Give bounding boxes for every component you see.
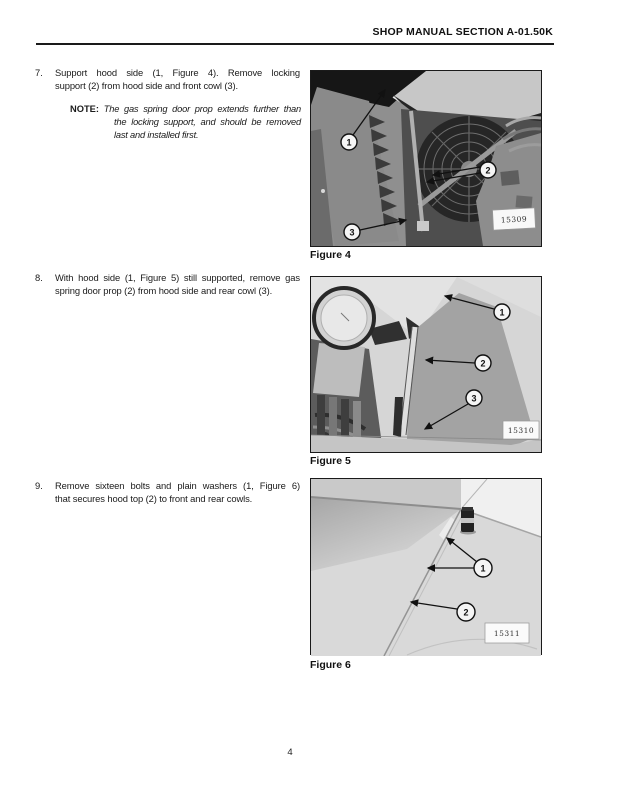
figure-5-caption: Figure 5 xyxy=(310,455,351,467)
page-header-title: SHOP MANUAL SECTION A-01.50K xyxy=(372,26,553,38)
note-block xyxy=(70,103,301,142)
callout-number: 2 xyxy=(480,358,486,369)
figure-4-image xyxy=(311,71,541,246)
photo-id-text: 15310 xyxy=(507,426,535,435)
note-line: the locking support, and should be removed xyxy=(114,117,301,127)
header-rule xyxy=(36,43,554,45)
callout-number: 3 xyxy=(349,227,355,238)
callout-number: 1 xyxy=(499,307,505,318)
figure-6-image xyxy=(311,479,541,656)
callout-1 xyxy=(341,134,357,150)
callout-number: 1 xyxy=(346,137,352,148)
photo-id-text: 15309 xyxy=(500,214,528,225)
note-line xyxy=(70,103,301,116)
step-number: 7. xyxy=(35,67,43,78)
figure-5-image xyxy=(311,277,541,452)
step-text-line: that secures hood top (2) to front and rear cowls. xyxy=(55,493,253,504)
callout-number: 2 xyxy=(463,607,469,618)
photo-id-label xyxy=(485,623,529,643)
callout-number: 3 xyxy=(471,393,477,404)
callout-number: 2 xyxy=(485,165,491,176)
step-text-line: With hood side (1, Figure 5) still supported, remove gas xyxy=(55,272,300,283)
photo-id-label xyxy=(493,208,536,230)
step-8 xyxy=(35,271,301,297)
note-text: The gas spring door prop extends further than xyxy=(103,104,301,114)
figure-4-caption: Figure 4 xyxy=(310,249,351,261)
page-number: 4 xyxy=(287,747,293,758)
callout-1 xyxy=(494,304,510,320)
step-text-line: spring door prop (2) from hood side and rear cowl (3). xyxy=(55,285,273,296)
callout-3 xyxy=(466,390,482,406)
step-text-line: Remove sixteen bolts and plain washers (1, Figure 6) xyxy=(55,480,300,491)
step-number: 8. xyxy=(35,272,43,283)
step-9 xyxy=(35,479,301,505)
callout-number: 1 xyxy=(480,563,486,574)
callout-3 xyxy=(344,224,360,240)
figure-5-photo xyxy=(310,276,542,453)
callout-2 xyxy=(475,355,491,371)
photo-id-label xyxy=(503,421,539,439)
step-text-line: support (2) from hood side and front cowl (3). xyxy=(55,80,238,91)
note-line: last and installed first. xyxy=(114,130,199,140)
step-number: 9. xyxy=(35,480,43,491)
step-7 xyxy=(35,66,301,92)
figure-4-photo xyxy=(310,70,542,247)
photo-id-text: 15311 xyxy=(493,629,521,638)
figure-6-photo xyxy=(310,478,542,655)
figure-6-caption: Figure 6 xyxy=(310,659,351,671)
callout-2 xyxy=(480,162,496,178)
note-label: NOTE: xyxy=(70,104,99,114)
callout-1 xyxy=(474,559,492,577)
callout-2 xyxy=(457,603,475,621)
step-text-line: Support hood side (1, Figure 4). Remove locking xyxy=(55,67,300,78)
